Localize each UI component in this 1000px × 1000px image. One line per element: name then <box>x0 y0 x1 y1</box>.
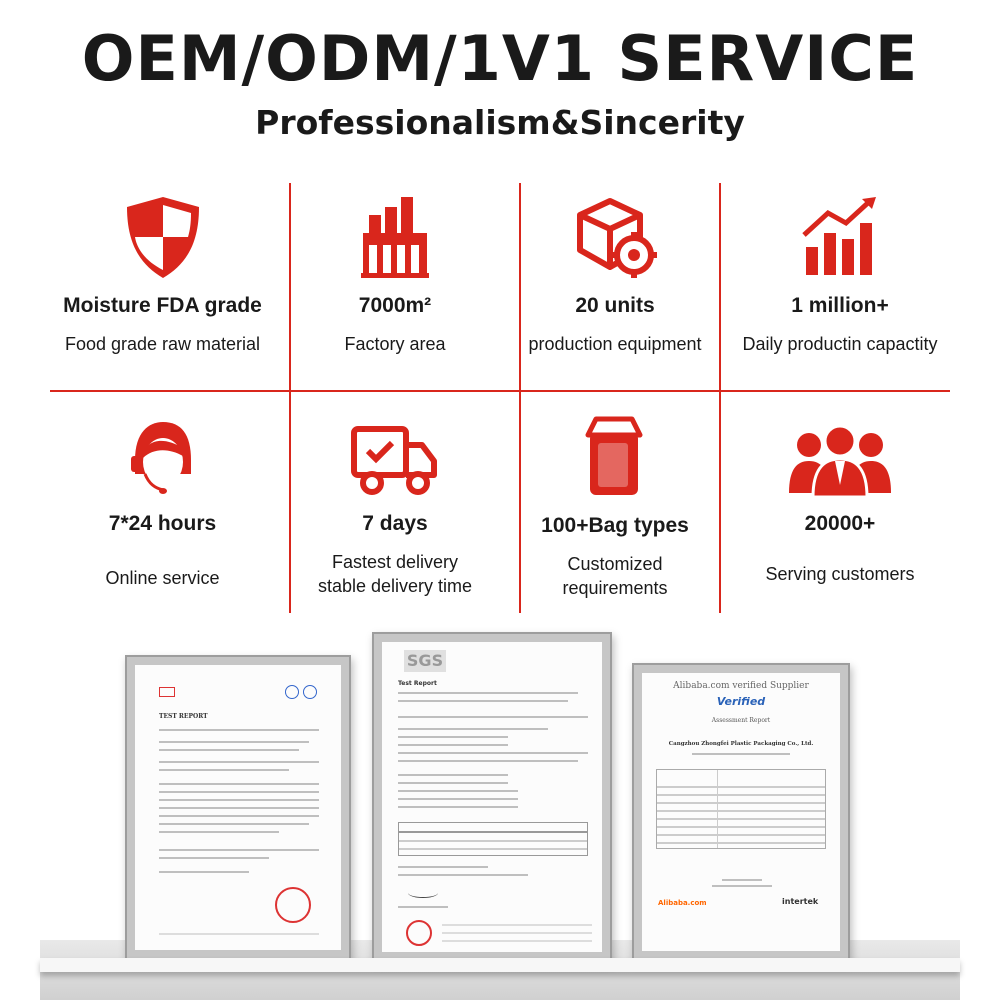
feature-value: 7*24 hours <box>108 512 217 535</box>
feature-desc: Daily productin capactity <box>742 334 938 354</box>
stamp-icon <box>406 920 432 946</box>
certificate-heading: Alibaba.com verified Supplier <box>673 681 809 691</box>
shelf <box>40 958 960 972</box>
feature-desc: stable delivery time <box>317 576 473 596</box>
customer-service-icon <box>123 418 203 498</box>
feature-desc: production equipment <box>528 334 702 354</box>
signature-icon <box>408 888 438 898</box>
results-table <box>398 822 588 856</box>
certificate-heading: TEST REPORT <box>159 713 208 720</box>
feature-desc: requirements <box>562 578 668 598</box>
certificate-frame-right <box>632 663 850 961</box>
certificate-paper <box>642 673 840 951</box>
feature-value: 1 million+ <box>791 294 889 317</box>
feature-item <box>275 195 515 356</box>
feature-value: 7000m² <box>358 294 432 317</box>
certificate-subheading: Assessment Report <box>711 717 771 724</box>
feature-item <box>275 423 515 598</box>
certificate-frame-left <box>125 655 351 960</box>
certificate-paper <box>382 642 602 952</box>
ilac-logo-icon <box>285 685 299 699</box>
feature-desc: Fastest delivery <box>331 552 459 572</box>
stamp-icon <box>275 887 311 923</box>
people-icon <box>785 423 895 498</box>
factory-icon <box>355 195 435 280</box>
intertek-logo: intertek <box>782 897 819 906</box>
certificate-paper <box>135 665 341 950</box>
feature-desc: Serving customers <box>765 564 915 584</box>
feature-item <box>505 195 725 356</box>
certificate-heading: Test Report <box>398 680 437 687</box>
cnas-logo-icon <box>303 685 317 699</box>
feature-item <box>505 415 725 600</box>
feature-value: 7 days <box>362 512 428 535</box>
feature-desc: Customized <box>567 554 663 574</box>
certificate-frame-center <box>372 632 612 962</box>
feature-desc: Online service <box>105 568 220 588</box>
shield-icon <box>123 195 203 280</box>
assessment-table <box>656 769 826 849</box>
alibaba-logo: Alibaba.com <box>658 899 707 907</box>
delivery-truck-icon <box>350 423 440 498</box>
feature-value: 100+Bag types <box>541 514 689 537</box>
feature-item <box>720 195 960 356</box>
feature-item <box>720 423 960 586</box>
verified-badge: Verified <box>716 695 766 708</box>
feature-desc: Factory area <box>344 334 446 354</box>
feature-value: 20 units <box>575 294 655 317</box>
feature-value: 20000+ <box>804 512 876 535</box>
company-name: Cangzhou Zhongfei Plastic Packaging Co., Ltd. <box>668 741 814 747</box>
grid-divider <box>50 390 950 392</box>
sgs-logo: SGS <box>404 650 446 672</box>
feature-desc: Food grade raw material <box>64 334 261 354</box>
feature-grid <box>50 183 950 613</box>
bag-icon <box>580 415 650 500</box>
feature-value: Moisture FDA grade <box>63 294 262 317</box>
growth-chart-icon <box>800 195 880 280</box>
cma-logo-icon <box>159 687 175 697</box>
feature-item <box>50 418 275 590</box>
page-subtitle: Professionalism&Sincerity <box>255 103 745 142</box>
box-gear-icon <box>570 195 660 280</box>
feature-item <box>50 195 275 356</box>
page-title: OEM/ODM/1V1 SERVICE <box>81 22 919 95</box>
